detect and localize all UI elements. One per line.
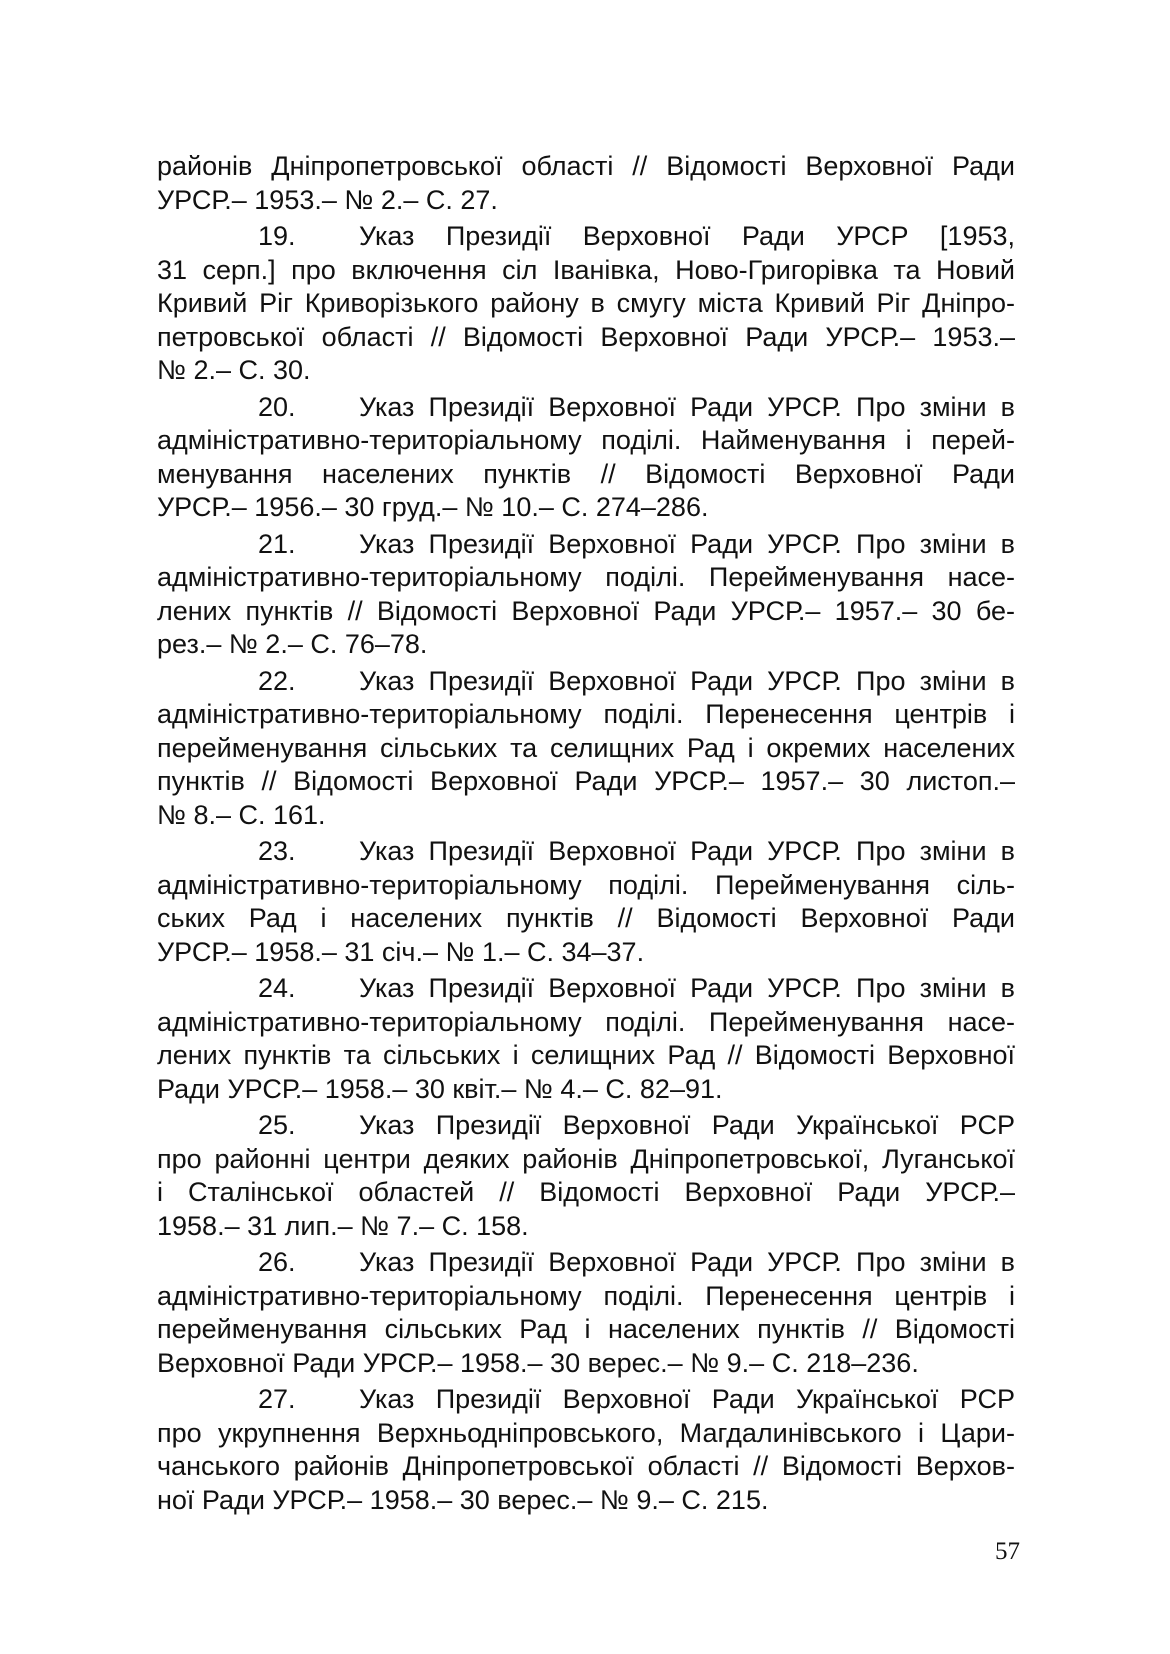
list-item (157, 1246, 1015, 1380)
entry-number: 27. (258, 1384, 296, 1414)
list-item (157, 665, 1015, 833)
list-item (157, 1383, 1015, 1517)
entry-number: 24. (258, 973, 296, 1003)
list-item (157, 220, 1015, 388)
entry-number: 23. (258, 836, 296, 866)
entry-number: 25. (258, 1110, 296, 1140)
entry-line: менування населених пунктів // Відомості Верховної Ради (157, 458, 1015, 489)
entry-line: Указ Президії Верховної Ради УРСР [1953, (359, 221, 1015, 251)
entry-line: Указ Президії Верховної Ради Української РСР (359, 1384, 1015, 1414)
entry-line: Указ Президії Верховної Ради УРСР. Про зміни в (359, 973, 1015, 1003)
entry-line: УРСР.– 1953.– № 2.– С. 27. (157, 184, 498, 215)
entry-line: Указ Президії Верховної Ради УРСР. Про зміни в (359, 836, 1015, 866)
entry-line: УРСР.– 1958.– 31 січ.– № 1.– С. 34–37. (157, 936, 645, 967)
entry-line: районів Дніпропетровської області // Відомості Верховної Ради (157, 151, 1015, 181)
entry-line: петровської області // Відомості Верховної Ради УРСР.– 1953.– (157, 321, 1015, 352)
entry-number: 21. (258, 528, 296, 559)
list-item (157, 835, 1015, 969)
entry-line: адміністративно-територіальному поділі. Перенесення центрів і (157, 699, 1015, 729)
entry-line: пунктів // Відомості Верховної Ради УРСР.– 1957.– 30 листоп.– (157, 766, 1015, 796)
entry-line: лених пунктів та сільських і селищних Рад // Відомості Верховної (157, 1040, 1015, 1070)
entry-line: і Сталінської областей // Відомості Верховної Ради УРСР.– (157, 1177, 1015, 1207)
entry-number: 22. (258, 665, 296, 696)
list-item (157, 972, 1015, 1106)
entry-number: 26. (258, 1247, 296, 1277)
entry-line: Указ Президії Верховної Ради УРСР. Про зміни в (359, 391, 1015, 422)
entry-line: Указ Президії Верховної Ради УРСР. Про зміни в (359, 1247, 1015, 1277)
entry-line: про укрупнення Верхньодніпровського, Магдалинівського і Цари- (157, 1417, 1015, 1448)
entry-line: Ради УРСР.– 1958.– 30 квіт.– № 4.– С. 82–91. (157, 1073, 723, 1104)
entry-line: Кривий Ріг Криворізького району в смугу міста Кривий Ріг Дніпро- (157, 288, 1015, 318)
entry-line: ної Ради УРСР.– 1958.– 30 верес.– № 9.– С. 215. (157, 1484, 769, 1515)
entry-line: адміністративно-територіальному поділі. Найменування і перей- (157, 425, 1015, 455)
entry-line: перейменування сільських та селищних Рад і окремих населених (157, 732, 1015, 763)
list-item (157, 150, 1015, 217)
list-item (157, 528, 1015, 662)
list-item (157, 391, 1015, 525)
entry-line: рез.– № 2.– С. 76–78. (157, 629, 428, 659)
bibliography-list (157, 150, 1015, 1520)
entry-line: ських Рад і населених пунктів // Відомості Верховної Ради (157, 903, 1015, 933)
entry-line: адміністративно-територіальному поділі. Перенесення центрів і (157, 1280, 1015, 1311)
entry-line: перейменування сільських Рад і населених пунктів // Відомості (157, 1314, 1015, 1344)
entry-line: № 8.– С. 161. (157, 799, 326, 830)
entry-line: 31 серп.] про включення сіл Іванівка, Ново-Григорівка та Новий (157, 254, 1015, 285)
entry-line: № 2.– С. 30. (157, 355, 311, 385)
entry-line: Указ Президії Верховної Ради Української РСР (359, 1110, 1015, 1140)
entry-line: Указ Президії Верховної Ради УРСР. Про зміни в (359, 665, 1015, 696)
entry-number: 20. (258, 391, 296, 422)
entry-line: 1958.– 31 лип.– № 7.– С. 158. (157, 1210, 529, 1241)
entry-line: Верховної Ради УРСР.– 1958.– 30 верес.– № 9.– С. 218–236. (157, 1347, 919, 1378)
entry-line: адміністративно-територіальному поділі. Перейменування сіль- (157, 869, 1015, 900)
entry-line: адміністративно-територіальному поділі. Перейменування насе- (157, 1006, 1015, 1037)
entry-number: 19. (258, 221, 296, 251)
entry-line: про районні центри деяких районів Дніпропетровської, Луганської (157, 1143, 1015, 1174)
entry-line: Указ Президії Верховної Ради УРСР. Про зміни в (359, 528, 1015, 559)
list-item (157, 1109, 1015, 1243)
entry-line: лених пунктів // Відомості Верховної Ради УРСР.– 1957.– 30 бе- (157, 595, 1015, 626)
entry-line: чанського районів Дніпропетровської області // Відомості Верхов- (157, 1451, 1015, 1481)
entry-line: УРСР.– 1956.– 30 груд.– № 10.– С. 274–286. (157, 492, 709, 522)
page-number: 57 (995, 1538, 1020, 1565)
entry-line: адміністративно-територіальному поділі. Перейменування насе- (157, 562, 1015, 592)
